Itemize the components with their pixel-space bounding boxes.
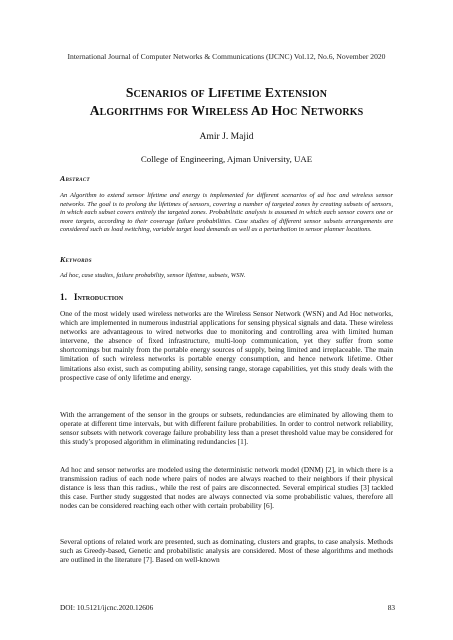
body-paragraph-2: With the arrangement of the sensor in the groups or subsets, redundancies are eliminated by allowing them to operate at different time intervals, but with different failure probabilities. In order to control network reliability, sensor subsets with network coverage failure probability less than a preset threshold value may be considered for this study’s proposed algorithm in eliminating redundancies [1].: [60, 410, 393, 447]
body-paragraph-3: Ad hoc and sensor networks are modeled using the deterministic network model (DNM) [2], in which there is a transmission radius of each node where pairs of nodes are always reached to their neighbors if their physical distance is less than this radius., while the rest of pairs are disconnected. Several empirical studies [3] tackled this case. Further study suggested that nodes are always connected via some probabilistic values, therefore all nodes can be considered reaching each other with certain probability [6].: [60, 465, 393, 511]
abstract-text: An Algorithm to extend sensor lifetime and energy is implemented for different scenarios of ad hoc and wireless sensor networks. The goal is to prolong the lifetimes of sensors, covering a number of targeted zones by creating subsets of sensors, in which each subset covers entirely the targeted zones. Probabilistic analysis is assumed in which each sensor covers one or more targets, according to their coverage failure probabilities. Case studies of different sensor subsets arrangements are considered such as load switching, variable target load demands as well as a perturbation in sensor planner locations.: [60, 192, 393, 234]
keywords-heading: Keywords: [60, 255, 92, 264]
paper-title-line-1: Scenarios of Lifetime Extension: [125, 85, 328, 100]
author-affiliation: College of Engineering, Ajman University, UAE: [140, 154, 313, 164]
body-paragraph-1: One of the most widely used wireless networks are the Wireless Sensor Network (WSN) and Ad Hoc networks, which are implemented in numerous industrial applications for sensing physical signals and data. These wireless networks are advantageous to wired networks due to monitoring and controlling area with limited human intervene, the absence of fixed infrastructure, multi-loop communication, yet they suffer from some shortcomings but mainly from the portable energy sources of supply, being limited and irreplaceable. The main limitation of such wireless networks is portable energy consumption, and hence network lifetime. Other limitations also exist, such as computing ability, sensing range, storage capabilities, yet this study deals with the prospective case of only lifetime and energy.: [60, 309, 393, 382]
journal-header: International Journal of Computer Networks & Communications (IJCNC) Vol.12, No.6, November 2020: [67, 52, 386, 61]
introduction-heading: [60, 292, 123, 302]
keywords-text: Ad hoc, case studies, failure probability, sensor lifetime, subsets, WSN.: [60, 272, 246, 279]
paper-title-line-2: Algorithms for Wireless Ad Hoc Networks: [89, 103, 364, 118]
section-number: 1.: [60, 292, 67, 302]
author-name: Amir J. Majid: [199, 131, 254, 142]
doi-footer: DOI: 10.5121/ijcnc.2020.12606: [60, 603, 154, 612]
body-paragraph-4: Several options of related work are presented, such as dominating, clusters and graphs, to case analysis. Methods such as Greedy-based, Genetic and probabilistic analysis are considered. Most of these algorithms and methods are outlined in the literature [7]. Based on well-known: [60, 537, 393, 565]
page-number: 83: [387, 603, 395, 612]
abstract-heading: Abstract: [60, 174, 90, 183]
section-title: Introduction: [73, 292, 124, 302]
paper-title: [30, 84, 423, 120]
